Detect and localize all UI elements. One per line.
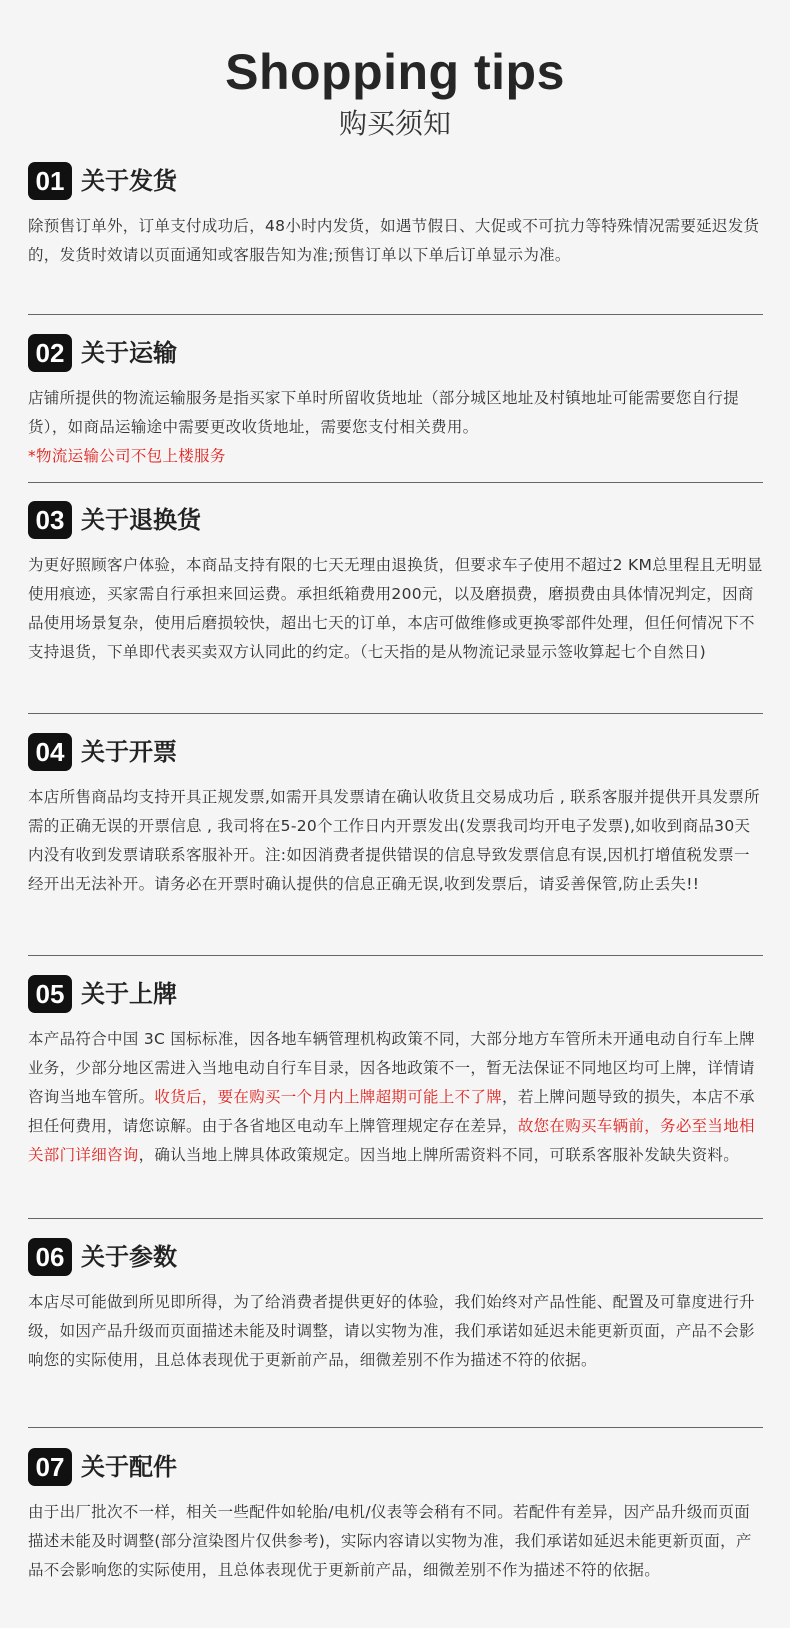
- section-header: [28, 733, 763, 771]
- section-header: [28, 162, 763, 200]
- section-body: [28, 783, 763, 899]
- registration-warning-2: 故您在购买车辆前，务必至当地相关部门详细咨询: [28, 1117, 755, 1164]
- section-registration: [28, 975, 763, 1170]
- section-number-badge: 06: [28, 1238, 72, 1276]
- section-number-badge: 05: [28, 975, 72, 1013]
- section-paragraph: 店铺所提供的物流运输服务是指买家下单时所留收货地址（部分城区地址及村镇地址可能需要您自行提货），如商品运输途中需要更改收货地址，需要您支付相关费用。: [28, 389, 740, 436]
- shipping-note: *物流运输公司不包上楼服务: [28, 447, 226, 465]
- section-accessories: [28, 1448, 763, 1585]
- section-number-badge: 04: [28, 733, 72, 771]
- registration-warning-1: 收货后，要在购买一个月内上牌超期可能上不了牌: [154, 1088, 503, 1106]
- section-paragraph: 为更好照顾客户体验，本商品支持有限的七天无理由退换货，但要求车子使用不超过2 KM总里程且无明显使用痕迹，买家需自行承担来回运费。承担纸箱费用200元，以及磨损费，磨损费由具体情况判定，因商品使用场景复杂，使用后磨损较快，超出七天的订单，本店可做维修或更换零部件处理，但任何情况下不支持退货，下单即代表买卖双方认同此的约定。（七天指的是从物流记录显示签收算起七个自然日): [28, 556, 763, 661]
- section-paragraph: 除预售订单外，订单支付成功后，48小时内发货，如遇节假日、大促或不可抗力等特殊情况需要延迟发货的，发货时效请以页面通知或客服告知为准;预售订单以下单后订单显示为准。: [28, 217, 760, 264]
- page-title: Shopping tips: [225, 44, 565, 100]
- registration-text-3: ，确认当地上牌具体政策规定。因当地上牌所需资料不同，可联系客服补发缺失资料。: [138, 1146, 740, 1164]
- section-number-badge: 01: [28, 162, 72, 200]
- section-number-badge: 07: [28, 1448, 72, 1486]
- section-title: 关于运输: [81, 339, 177, 367]
- divider: [28, 482, 763, 483]
- section-paragraph: [28, 1025, 763, 1170]
- divider: [28, 1427, 763, 1428]
- divider: [28, 314, 763, 315]
- section-parameters: [28, 1238, 763, 1375]
- section-paragraph: 本店尽可能做到所见即所得，为了给消费者提供更好的体验，我们始终对产品性能、配置及可靠度进行升级，如因产品升级而页面描述未能及时调整，请以实物为准，我们承诺如延迟未能更新页面，产品不会影响您的实际使用，且总体表现优于更新前产品，细微差别不作为描述不符的依据。: [28, 1293, 755, 1369]
- section-body: [28, 551, 763, 667]
- registration-text-2: ，若上牌问题导致的损失，本店不承担任何费用，请您谅解。由于各省地区电动车上牌管理规定存在差异，: [28, 1088, 755, 1135]
- section-shipping: [28, 162, 763, 270]
- section-body: [28, 1498, 763, 1585]
- section-paragraph: 由于出厂批次不一样，相关一些配件如轮胎/电机/仪表等会稍有不同。若配件有差异，因产品升级而页面描述未能及时调整(部分渲染图片仅供参考)，实际内容请以实物为准，我们承诺如延迟未能更新页面，产品不会影响您的实际使用，且总体表现优于更新前产品，细微差别不作为描述不符的依据。: [28, 1503, 752, 1579]
- section-header: [28, 334, 763, 372]
- section-header: [28, 975, 763, 1013]
- section-title: 关于上牌: [81, 980, 177, 1008]
- section-invoice: [28, 733, 763, 899]
- section-transport: [28, 334, 763, 471]
- section-body: [28, 1025, 763, 1170]
- divider: [28, 713, 763, 714]
- section-paragraph: 本店所售商品均支持开具正规发票,如需开具发票请在确认收货且交易成功后 , 联系客服并提供开具发票所需的正确无误的开票信息 , 我司将在5-20个工作日内开票发出(发票我司均开电子发票),如收到商品30天内没有收到发票请联系客服补开。注:如因消费者提供错误的信息导致发票信息有误,因机打增值税发票一经开出无法补开。请务必在开票时确认提供的信息正确无误,收到发票后，请妥善保管,防止丢失!!: [28, 788, 760, 893]
- section-title: 关于参数: [81, 1243, 177, 1271]
- section-header: [28, 1238, 763, 1276]
- section-title: 关于发货: [81, 167, 177, 195]
- registration-text-1: 本产品符合中国 3C 国标标准，因各地车辆管理机构政策不同，大部分地方车管所未开通电动自行车上牌业务，少部分地区需进入当地电动自行车目录，因各地政策不一，暂无法保证不同地区均可上牌，详情请咨询当地车管所。: [28, 1030, 755, 1106]
- page-subtitle: 购买须知: [338, 107, 451, 140]
- section-header: [28, 1448, 763, 1486]
- section-body: [28, 384, 763, 471]
- section-number-badge: 03: [28, 501, 72, 539]
- section-header: [28, 501, 763, 539]
- section-returns: [28, 501, 763, 667]
- section-title: 关于配件: [81, 1453, 177, 1481]
- divider: [28, 955, 763, 956]
- section-body: [28, 212, 763, 270]
- divider: [28, 1218, 763, 1219]
- section-title: 关于开票: [81, 738, 177, 766]
- section-body: [28, 1288, 763, 1375]
- section-number-badge: 02: [28, 334, 72, 372]
- section-title: 关于退换货: [81, 506, 201, 534]
